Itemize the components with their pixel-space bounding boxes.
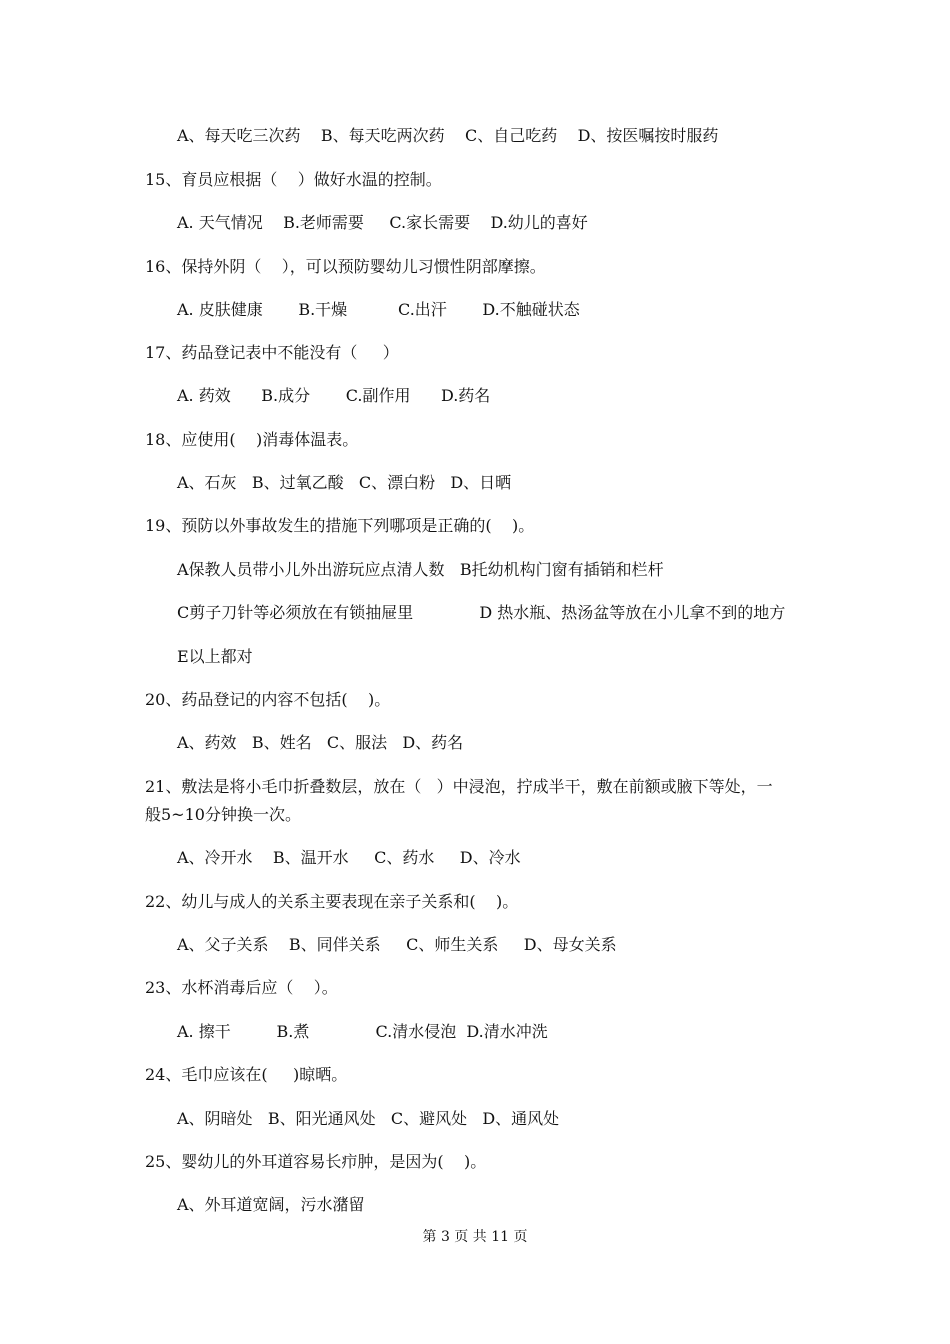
question-22: 22、幼儿与成人的关系主要表现在亲子关系和( )。 xyxy=(145,892,519,911)
q21-options: A、冷开水 B、温开水 C、药水 D、冷水 xyxy=(177,848,521,867)
question-16: 16、保持外阴（ ），可以预防婴幼儿习惯性阴部摩擦。 xyxy=(145,257,546,276)
q19-options-line2: C剪子刀针等必须放在有锁抽屉里 D 热水瓶、热汤盆等放在小儿拿不到的地方 xyxy=(177,603,786,622)
question-25: 25、婴幼儿的外耳道容易长疖肿，是因为( )。 xyxy=(145,1152,487,1171)
page-footer: 第 3 页 共 11 页 xyxy=(422,1229,528,1245)
question-15: 15、育员应根据（ ）做好水温的控制。 xyxy=(145,170,442,189)
question-17: 17、药品登记表中不能没有（ ） xyxy=(145,343,399,362)
question-19: 19、预防以外事故发生的措施下列哪项是正确的( )。 xyxy=(145,516,535,535)
question-21-line1: 21、敷法是将小毛巾折叠数层，放在（ ）中浸泡，拧成半干，敷在前额或腋下等处，一 xyxy=(145,777,773,796)
q25-option-a: A、外耳道宽阔，污水潴留 xyxy=(177,1195,365,1214)
q14-options: A、每天吃三次药 B、每天吃两次药 C、自己吃药 D、按医嘱按时服药 xyxy=(177,126,719,145)
q23-options: A. 擦干 B.煮 C.清水侵泡 D.清水冲洗 xyxy=(177,1022,548,1041)
q17-options: A. 药效 B.成分 C.副作用 D.药名 xyxy=(177,386,491,405)
q19-options-line3: E以上都对 xyxy=(177,647,253,666)
q16-options: A. 皮肤健康 B.干燥 C.出汗 D.不触碰状态 xyxy=(177,300,580,319)
question-21-line2: 般5~10分钟换一次。 xyxy=(145,805,301,824)
question-23: 23、水杯消毒后应（ ）。 xyxy=(145,978,338,997)
question-18: 18、应使用( )消毒体温表。 xyxy=(145,430,359,449)
question-24: 24、毛巾应该在( )晾晒。 xyxy=(145,1065,348,1084)
q20-options: A、药效 B、姓名 C、服法 D、药名 xyxy=(177,733,464,752)
q24-options: A、阴暗处 B、阳光通风处 C、避风处 D、通风处 xyxy=(177,1109,560,1128)
q19-options-line1: A保教人员带小儿外出游玩应点清人数 B托幼机构门窗有插销和栏杆 xyxy=(177,560,664,579)
q22-options: A、父子关系 B、同伴关系 C、师生关系 D、母女关系 xyxy=(177,935,617,954)
q18-options: A、石灰 B、过氧乙酸 C、漂白粉 D、日晒 xyxy=(177,473,512,492)
question-20: 20、药品登记的内容不包括( )。 xyxy=(145,690,391,709)
q15-options: A. 天气情况 B.老师需要 C.家长需要 D.幼儿的喜好 xyxy=(177,213,588,232)
